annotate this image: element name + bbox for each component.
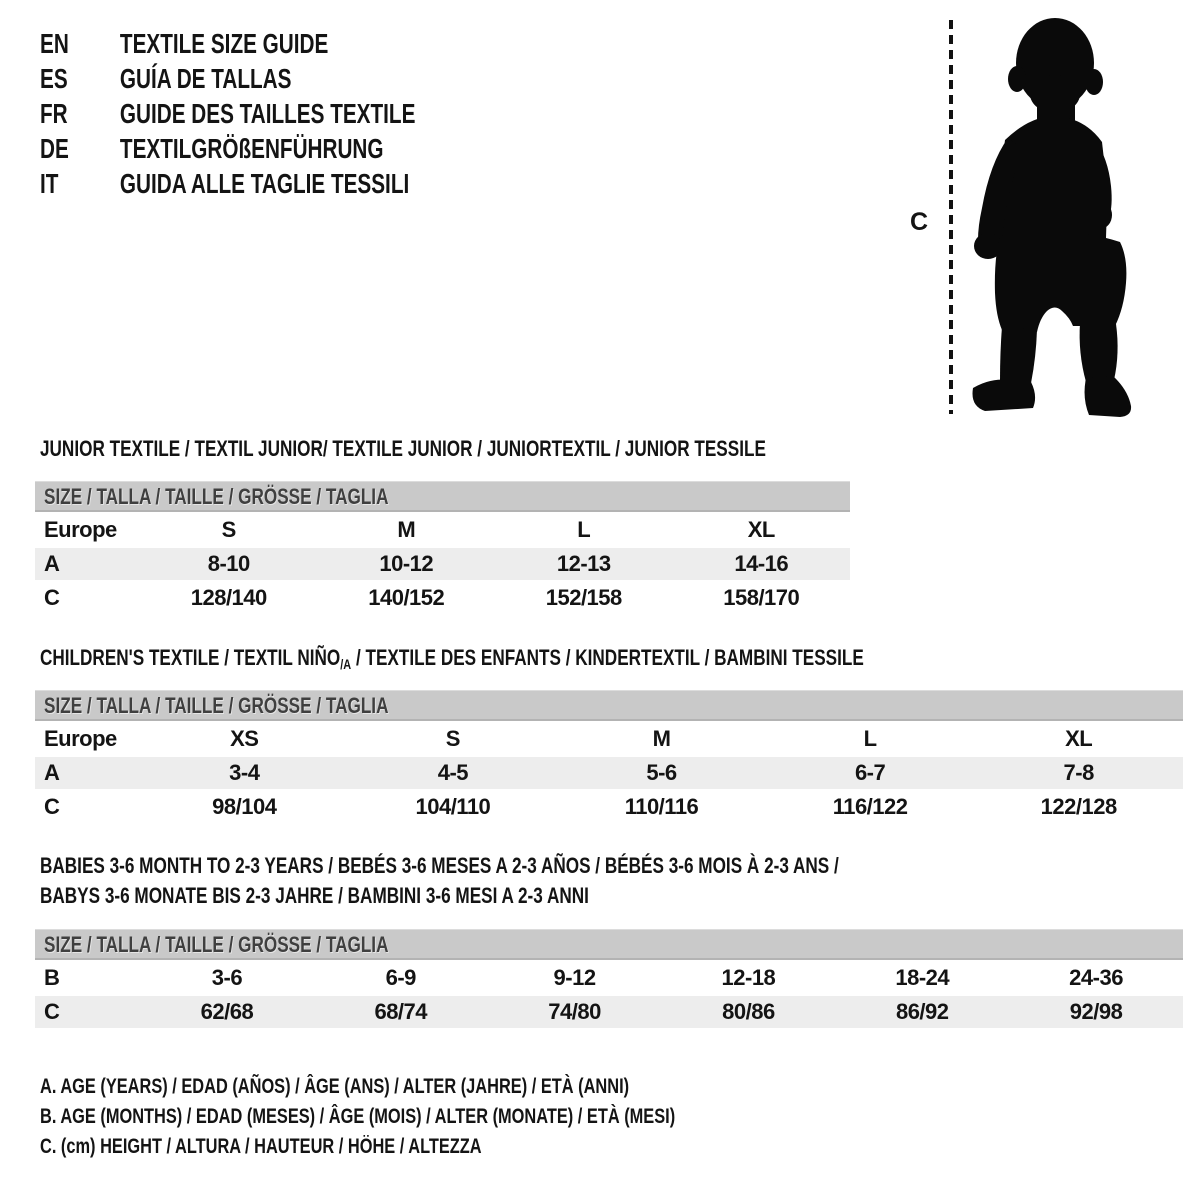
age-cell: 8-10 xyxy=(207,551,250,576)
language-row-it xyxy=(40,166,547,201)
height-cell: 116/122 xyxy=(832,794,908,819)
baby-silhouette-shape xyxy=(973,18,1132,417)
age-cell: 5-6 xyxy=(646,760,677,785)
baby-silhouette-svg xyxy=(890,8,1190,423)
months-cell: 12-18 xyxy=(721,965,776,990)
language-row-de xyxy=(40,131,547,166)
table-row-europe xyxy=(35,721,1183,755)
height-cell: 128/140 xyxy=(190,585,267,610)
table-row-age xyxy=(35,546,850,580)
size-cell: S xyxy=(445,726,460,751)
table-row-height xyxy=(35,580,850,614)
table-row-months xyxy=(35,960,1183,994)
table-row-age xyxy=(35,755,1183,789)
months-cell: 18-24 xyxy=(895,965,950,990)
size-cell: XL xyxy=(747,517,775,542)
language-code: DE xyxy=(40,133,69,164)
height-cell: 74/80 xyxy=(548,999,601,1024)
babies-section-title xyxy=(40,851,1064,911)
babies-title-line2: BABYS 3-6 MONATE BIS 2-3 JAHRE / BAMBINI 3-6 MESI A 2-3 ANNI xyxy=(40,883,589,908)
children-title-main: CHILDREN'S TEXTILE / TEXTIL NIÑO xyxy=(40,645,341,670)
age-cell: 12-13 xyxy=(556,551,611,576)
height-measure-label: C xyxy=(910,208,929,236)
language-title: GUÍA DE TALLAS xyxy=(119,63,292,94)
age-cell: 6-7 xyxy=(854,760,886,785)
height-cell: 80/86 xyxy=(722,999,775,1024)
size-cell: M xyxy=(397,517,416,542)
language-title: GUIDA ALLE TAGLIE TESSILI xyxy=(119,168,410,199)
legend-row-b: B. AGE (MONTHS) / EDAD (MESES) / ÂGE (MOIS) / ALTER (MONATE) / ETÀ (MESI) xyxy=(40,1105,676,1128)
language-row-en xyxy=(40,26,547,61)
height-cell: 104/110 xyxy=(415,794,491,819)
height-cell: 98/104 xyxy=(212,794,277,819)
language-code: EN xyxy=(40,28,69,59)
size-cell: M xyxy=(652,726,671,751)
age-cell: 3-4 xyxy=(229,760,260,785)
age-cell: 14-16 xyxy=(734,551,789,576)
baby-silhouette-figure xyxy=(890,8,1190,423)
size-cell: XS xyxy=(230,726,259,751)
junior-section-title: JUNIOR TEXTILE / TEXTIL JUNIOR/ TEXTILE JUNIOR / JUNIORTEXTIL / JUNIOR TESSILE xyxy=(40,436,766,461)
height-cell: 152/158 xyxy=(545,585,622,610)
months-cell: 24-36 xyxy=(1069,965,1123,990)
months-cell: 9-12 xyxy=(553,965,596,990)
size-header-bar: SIZE / TALLA / TAILLE / GRÖSSE / TAGLIA xyxy=(35,481,850,512)
row-label: Europe xyxy=(44,726,117,751)
table-row-height xyxy=(35,994,1183,1028)
height-cell: 140/152 xyxy=(368,585,445,610)
size-cell: L xyxy=(577,517,591,542)
table-row-height xyxy=(35,789,1183,823)
height-cell: 68/74 xyxy=(374,999,428,1024)
children-title-rest: / TEXTILE DES ENFANTS / KINDERTEXTIL / BAMBINI TESSILE xyxy=(351,645,864,670)
babies-table xyxy=(35,929,1183,1028)
language-row-fr xyxy=(40,96,547,131)
language-code: IT xyxy=(40,168,59,199)
legend-row-c: C. (cm) HEIGHT / ALTURA / HAUTEUR / HÖHE / ALTEZZA xyxy=(40,1135,482,1158)
children-section-title xyxy=(40,646,1096,672)
language-title: TEXTILE SIZE GUIDE xyxy=(119,28,329,59)
size-cell: S xyxy=(221,517,236,542)
row-label: Europe xyxy=(44,517,117,542)
age-cell: 7-8 xyxy=(1063,760,1094,785)
language-list xyxy=(40,26,547,201)
height-cell: 62/68 xyxy=(200,999,254,1024)
age-cell: 4-5 xyxy=(437,760,469,785)
row-label: B xyxy=(44,965,60,990)
row-label: C xyxy=(44,999,60,1024)
row-label: A xyxy=(44,551,60,576)
children-title-sub: /A xyxy=(340,656,352,672)
height-cell: 86/92 xyxy=(895,999,949,1024)
months-cell: 6-9 xyxy=(385,965,416,990)
language-code: ES xyxy=(40,63,68,94)
legend-row-a: A. AGE (YEARS) / EDAD (AÑOS) / ÂGE (ANS) / ALTER (JAHRE) / ETÀ (ANNI) xyxy=(40,1075,630,1098)
size-cell: XL xyxy=(1065,726,1093,751)
table-row-europe xyxy=(35,512,850,546)
size-header-bar: SIZE / TALLA / TAILLE / GRÖSSE / TAGLIA xyxy=(35,690,1183,721)
language-code: FR xyxy=(40,98,68,129)
children-table xyxy=(35,690,1183,823)
height-cell: 122/128 xyxy=(1040,794,1117,819)
height-cell: 92/98 xyxy=(1069,999,1123,1024)
language-title: GUIDE DES TAILLES TEXTILE xyxy=(119,98,416,129)
junior-table xyxy=(35,481,850,614)
age-cell: 10-12 xyxy=(379,551,434,576)
legend xyxy=(40,1072,854,1162)
row-label: C xyxy=(44,794,60,819)
babies-title-line1: BABIES 3-6 MONTH TO 2-3 YEARS / BEBÉS 3-6 MESES A 2-3 AÑOS / BÉBÉS 3-6 MOIS À 2-3 ANS / xyxy=(40,853,839,878)
row-label: C xyxy=(44,585,60,610)
language-row-es xyxy=(40,61,547,96)
row-label: A xyxy=(44,760,60,785)
size-header-bar: SIZE / TALLA / TAILLE / GRÖSSE / TAGLIA xyxy=(35,929,1183,960)
months-cell: 3-6 xyxy=(211,965,243,990)
language-title: TEXTILGRÖßENFÜHRUNG xyxy=(119,133,384,164)
size-cell: L xyxy=(863,726,877,751)
height-cell: 158/170 xyxy=(723,585,800,610)
height-cell: 110/116 xyxy=(624,794,699,819)
